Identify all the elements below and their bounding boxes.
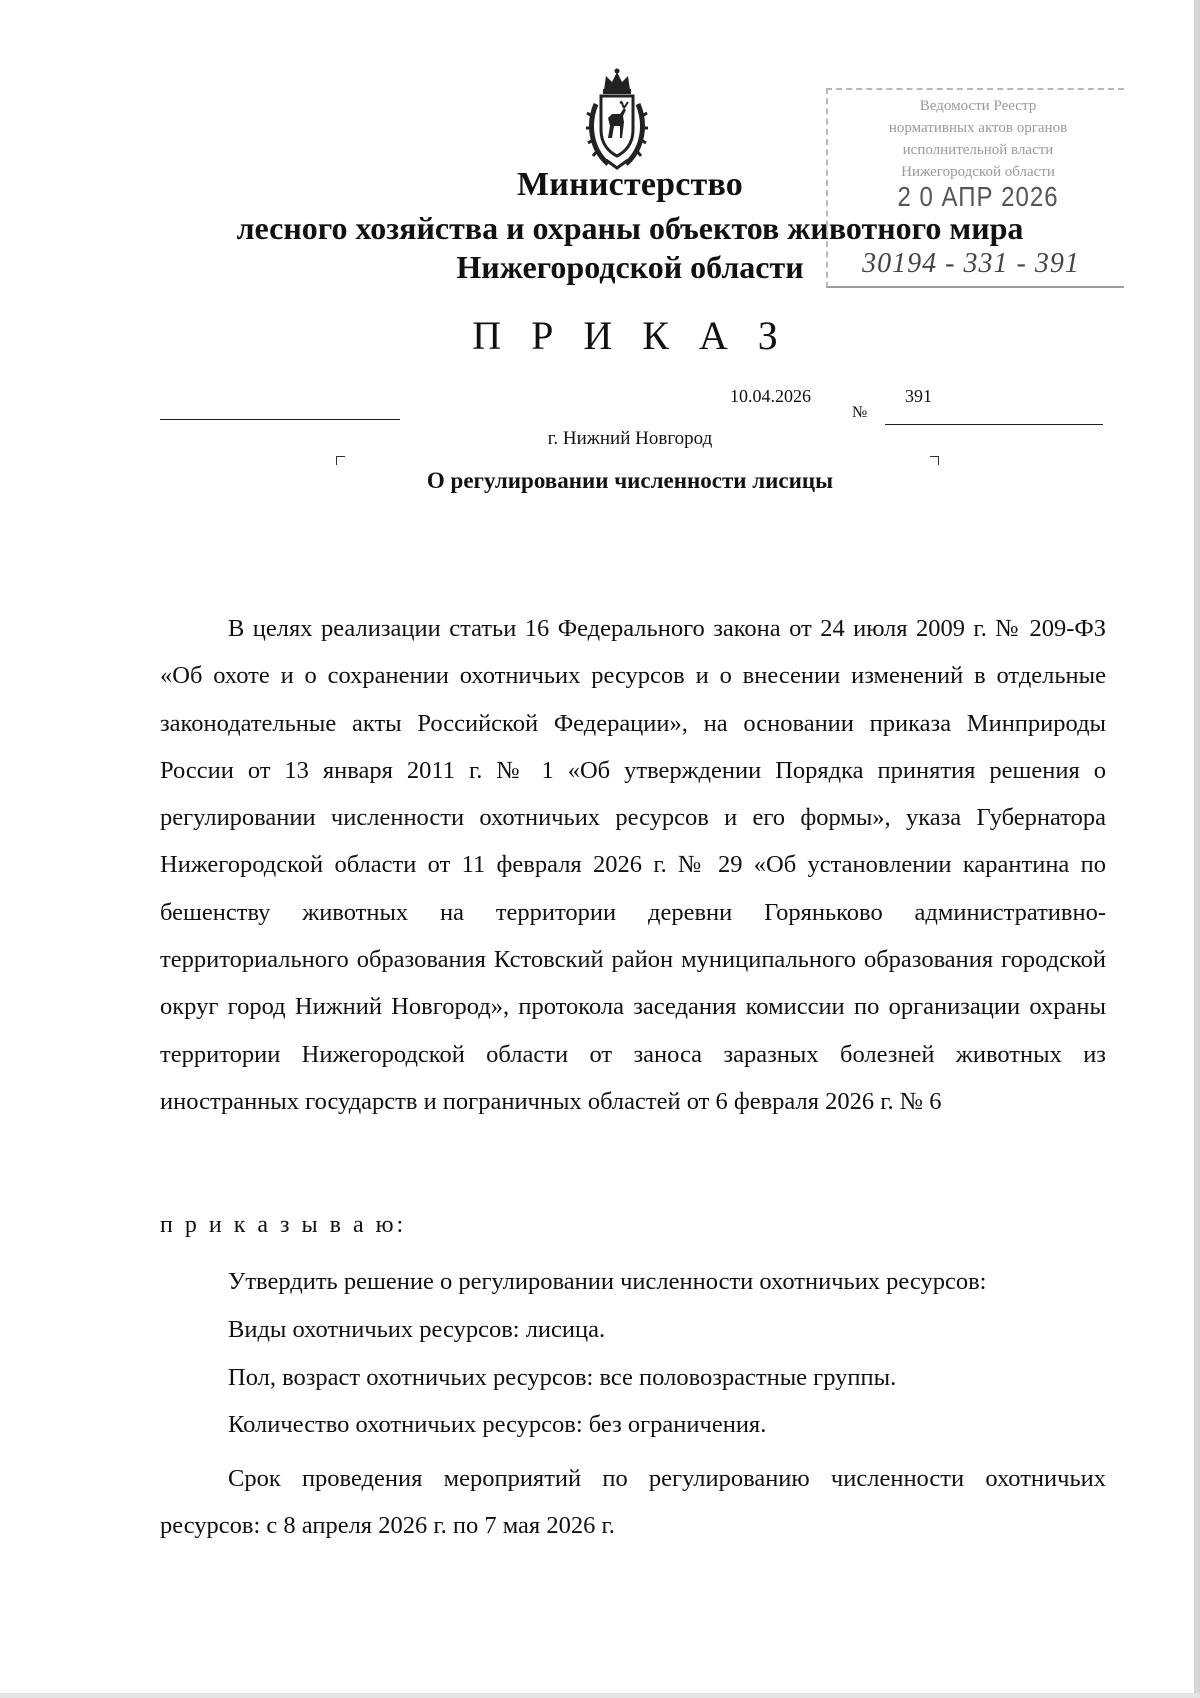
document-type: П Р И К А З [472, 313, 788, 358]
title-bracket-left [336, 456, 345, 465]
document-date: 10.04.2026 [730, 386, 811, 406]
preamble-paragraph: В целях реализации статьи 16 Федерального закона от 24 июля 2009 г. № 209-ФЗ «Об охоте и о сохранении охотничьих ресурсов и о внесении изменений в отдельные законодательные акты Российской Федерации», на основании приказа Минприроды России от 13 января 2011 г. № 1 «Об утверждении Порядка принятия решения о регулировании численности охотничьих ресурсов и его формы», указа Губернатора Нижегородской области от 11 февраля 2026 г. № 29 «Об установлении карантина по бешенству животных на территории деревни Горяньково административно-территориального образования Кстовский район муниципального образования городской округ город Нижний Новгород», протокола заседания комиссии по организации охраны территории Нижегородской области от заноса заразных болезней животных из иностранных государств и пограничных областей от 6 февраля 2026 г. № 6 [160, 615, 1106, 1115]
date-underline [160, 419, 400, 420]
stamp-line-4: Нижегородской области [901, 164, 1055, 180]
order-item-2: Виды охотничьих ресурсов: лисица. [228, 1316, 606, 1343]
number-label: № [852, 404, 868, 421]
order-item-4: Количество охотничьих ресурсов: без ограничения. [228, 1411, 767, 1438]
document-number: 391 [905, 386, 932, 406]
stamp-reg-number: 30194 - 331 - 391 [862, 248, 1080, 279]
order-item-3: Пол, возраст охотничьих ресурсов: все половозрастные группы. [228, 1364, 897, 1391]
registration-stamp [826, 88, 1124, 288]
order-item-1: Утвердить решение о регулировании численности охотничьих ресурсов: [228, 1268, 987, 1295]
order-period: Срок проведения мероприятий по регулированию численности охотничьих ресурсов: с 8 апреля 2026 г. по 7 мая 2026 г. [160, 1465, 1106, 1539]
scan-edge-bottom [0, 1693, 1200, 1698]
number-underline [885, 424, 1103, 425]
title-bracket-right [930, 456, 939, 465]
stamp-line-1: Ведомости Реестр [919, 98, 1037, 114]
stamp-line-2: нормативных актов органов [888, 120, 1068, 136]
coat-of-arms-icon [586, 68, 648, 172]
document-city: г. Нижний Новгород [547, 428, 713, 449]
stamp-date: 2 0 АПР 2026 [897, 181, 1059, 213]
ministry-title: Министерство [517, 166, 743, 203]
ministry-subtitle: лесного хозяйства и охраны объектов животного мира [236, 210, 1024, 246]
document-subject: О регулировании численности лисицы [426, 468, 834, 493]
stamp-line-3: исполнительной власти [902, 142, 1054, 158]
ministry-region: Нижегородской области [456, 249, 804, 285]
order-word: п р и к а з ы в а ю: [160, 1212, 407, 1238]
